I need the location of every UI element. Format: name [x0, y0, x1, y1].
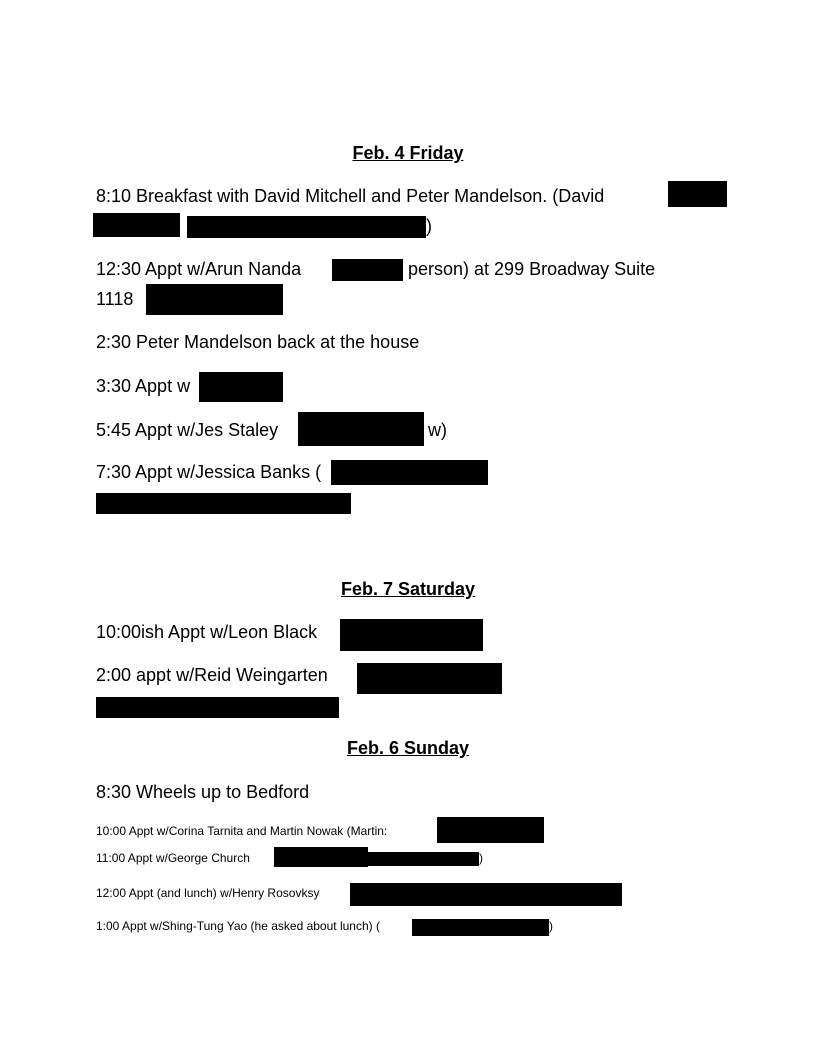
redaction-block [368, 852, 479, 866]
redaction-block [93, 213, 180, 237]
redaction-block [437, 817, 544, 843]
feb4-line-nanda-cont: person) at 299 Broadway Suite [408, 259, 656, 279]
feb6-line-church: 11:00 Appt w/George Church [96, 851, 250, 865]
redaction-block [412, 919, 549, 936]
redaction-block [96, 697, 339, 718]
redaction-block [668, 181, 727, 207]
feb4-line-appt-330: 3:30 Appt w [96, 376, 191, 396]
feb6-line-rosovsky: 12:00 Appt (and lunch) w/Henry Rosovksy [96, 886, 320, 900]
redaction-block [96, 493, 351, 514]
redaction-block [274, 847, 368, 867]
redaction-block [357, 663, 502, 694]
redaction-block [199, 372, 283, 402]
heading-feb4: Feb. 4 Friday [352, 143, 464, 163]
feb4-line-breakfast: 8:10 Breakfast with David Mitchell and Peter Mandelson. (David [96, 186, 605, 206]
redaction-block [350, 883, 622, 906]
feb6-line-tarnita: 10:00 Appt w/Corina Tarnita and Martin Nowak (Martin: [96, 824, 388, 838]
feb4-line-nanda: 12:30 Appt w/Arun Nanda [96, 259, 302, 279]
feb4-line-mandelson: 2:30 Peter Mandelson back at the house [96, 332, 420, 352]
feb4-line-breakfast-close: ) [426, 216, 432, 236]
feb6-line-wheels: 8:30 Wheels up to Bedford [96, 782, 310, 802]
feb7-line-black: 10:00ish Appt w/Leon Black [96, 622, 318, 642]
heading-feb7: Feb. 7 Saturday [340, 579, 476, 599]
feb4-line-nanda-suite: 1118 [96, 289, 134, 309]
feb7-line-weingarten: 2:00 appt w/Reid Weingarten [96, 665, 328, 685]
heading-feb6: Feb. 6 Sunday [346, 738, 470, 758]
feb6-line-yao: 1:00 Appt w/Shing-Tung Yao (he asked about lunch) ( [96, 919, 380, 933]
feb4-line-staley: 5:45 Appt w/Jes Staley [96, 420, 279, 440]
redaction-block [187, 216, 426, 238]
feb6-line-yao-close: ) [549, 919, 553, 933]
redaction-block [298, 412, 424, 446]
feb4-line-staley-cont: w) [428, 420, 447, 440]
feb6-line-church-close: ) [479, 851, 483, 865]
feb4-line-banks: 7:30 Appt w/Jessica Banks ( [96, 462, 322, 482]
redaction-block [331, 460, 488, 485]
redaction-block [332, 259, 403, 281]
redaction-block [340, 619, 483, 651]
redaction-block [146, 284, 283, 315]
